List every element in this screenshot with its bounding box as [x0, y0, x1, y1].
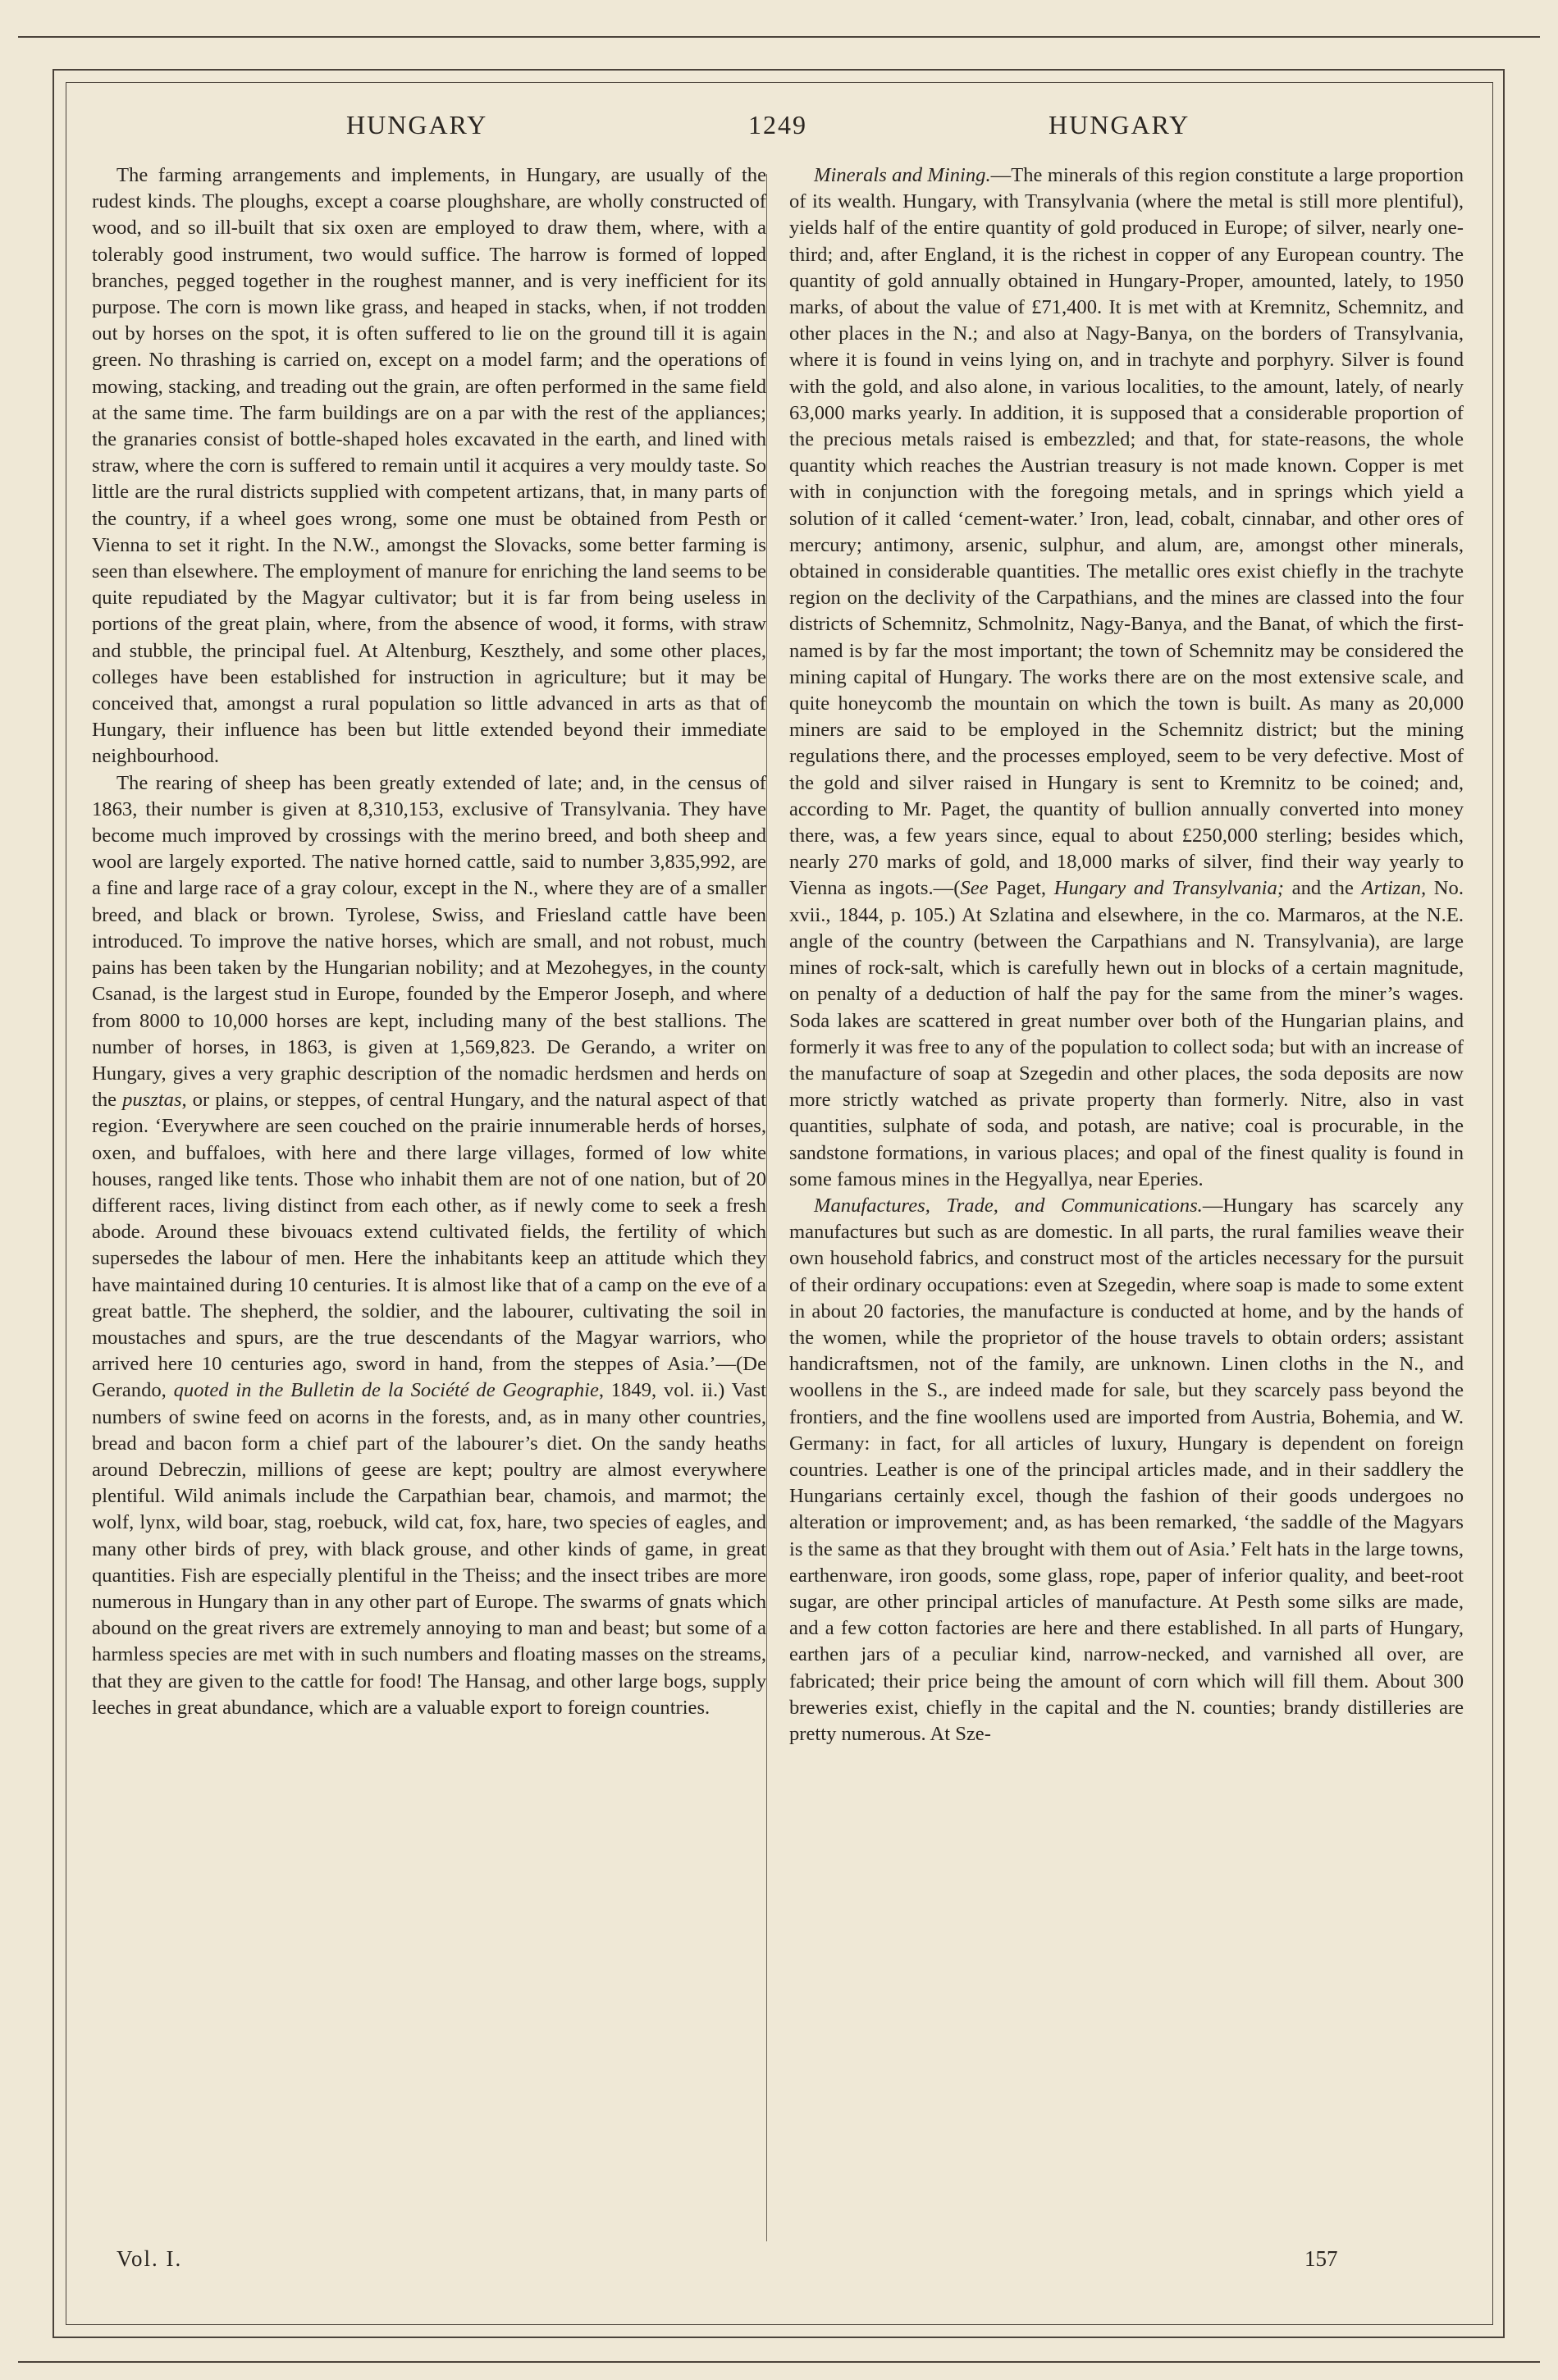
column-divider	[766, 174, 767, 2241]
paragraph-livestock: The rearing of sheep has been greatly extended of late; and, in the census of 1863, their number is given at 8,310,153, exclusive of Transylvania. They have become much improved by crossings with the merino breed, and both sheep and wool are largely exported. The native horned cattle, said to number 3,835,992, are a fine and large race of a gray colour, except in the N., where they are of a smaller breed, and black or brown. Tyrolese, Swiss, and Friesland cattle have been introduced. To improve the native horses, which are small, and not robust, much pains has been taken by the Hungarian nobility; and at Mezohegyes, in the county Csanad, is the largest stud in Europe, founded by the Emperor Joseph, and where from 8000 to 10,000 horses are kept, including many of the best stallions. The number of horses, in 1863, is given at 1,569,823. De Gerando, a writer on Hungary, gives a very graphic description of the nomadic herdsmen and herds on the pusztas, or plains, or steppes, of central Hungary, and the natural aspect of that region. ‘Everywhere are seen couched on the prairie innumerable herds of horses, oxen, and buffaloes, with here and there large villages, formed of low white houses, ranged like tents. Those who inhabit them are not of one nation, but of 20 different races, living distinct from each other, as if newly come to seek a fresh abode. Around these bivouacs extend cultivated fields, the fertility of which supersedes the labour of men. Here the inhabitants keep an attitude which they have maintained during 10 centuries. It is almost like that of a camp on the eve of a great battle. The shepherd, the soldier, and the labourer, cultivating the soil in moustaches and spurs, are the true descendants of the Magyar warriors, who arrived here 10 centuries ago, sword in hand, from the steppes of Asia.’—(De Gerando, quoted in the Bulletin de la Société de Geographie, 1849, vol. ii.) Vast numbers of swine feed on acorns in the forests, and, as in many other countries, bread and bacon form a chief part of the labourer’s diet. On the sandy heaths around Debreczin, millions of geese are kept; poultry are almost everywhere plentiful. Wild animals include the Carpathian bear, chamois, and marmot; the wolf, lynx, wild boar, stag, roebuck, wild cat, fox, hare, two species of eagles, and many other birds of prey, with black grouse, and other kinds of game, in great quantities. Fish are especially plentiful in the Theiss; and the insect tribes are more numerous in Hungary than in any other part of Europe. The swarms of gnats which abound on the great rivers are extremely annoying to man and beast; but some of a harmless species are met with in such numbers and floating masses on the streams, that they are given to the cattle for food! The Hansag, and other large bogs, supply leeches in great abundance, which are a valuable export to foreign countries.	[92, 771, 766, 1719]
paragraph-manufactures: Manufactures, Trade, and Communications.—Hungary has scarcely any manufactures but such as are domestic. In all parts, the rural families weave their own household fabrics, and construct most of the articles necessary for the pursuit of their ordinary occupations: even at Szegedin, where soap is made to some extent in about 20 factories, the manufacture is conducted at home, and by the hands of the women, while the proprietor of the house travels to obtain orders; assistant handicraftsmen, not of the family, are unknown. Linen cloths in the N., and woollens in the S., are indeed made for sale, but they scarcely pass beyond the frontiers, and the fine woollens used are imported from Austria, Bohemia, and W. Germany: in fact, for all articles of luxury, Hungary is dependent on foreign countries. Leather is one of the principal articles made, and in their saddlery the Hungarians certainly excel, though the fashion of their goods undergoes no alteration or improvement; and, as has been remarked, ‘the saddle of the Magyars is the same as that they brought with them out of Asia.’ Felt hats in the large towns, earthenware, iron goods, some glass, rope, paper of inferior quality, and beet-root sugar, are other principal articles of manufacture. At Pesth some silks are made, and a few cotton factories are here and there established. In all parts of Hungary, earthen jars of a peculiar kind, narrow-necked, and varnished all over, are fabricated; their price being the amount of corn which will fill them. About 300 breweries exist, chiefly in the capital and the N. counties; brandy distilleries are pretty numerous. At Sze-	[789, 1194, 1464, 1745]
running-header	[0, 110, 1558, 143]
section-heading-minerals: Minerals and Mining.	[814, 164, 991, 186]
left-column	[92, 162, 766, 1721]
italic-citation: quoted in the Bulletin de la Société de Geographie	[173, 1379, 599, 1402]
header-right-title: HUNGARY	[1049, 110, 1190, 139]
page-number: 1249	[748, 110, 807, 139]
italic-term: pusztas	[122, 1089, 182, 1112]
italic-citation: Hungary and Transylvania;	[1053, 877, 1284, 900]
paragraph-farming: The farming arrangements and implements, in Hungary, are usually of the rudest kinds. The ploughs, except a coarse ploughshare, are wholly constructed of wood, and so ill-built that six oxen are employed to draw them, where, with a tolerably good instrument, two would suffice. The harrow is formed of lopped branches, pegged together in the roughest manner, and is very inefficient for its purpose. The corn is mown like grass, and heaped in stacks, when, if not trodden out by horses on the spot, it is often suffered to lie on the ground till it is again green. No thrashing is carried on, except on a model farm; and the operations of mowing, stacking, and treading out the grain, are often performed in the same field at the same time. The farm buildings are on a par with the rest of the appliances; the granaries consist of bottle-shaped holes excavated in the earth, and lined with straw, where the corn is suffered to remain until it acquires a very mouldy taste. So little are the rural districts supplied with competent artizans, that, in many parts of the country, if a wheel goes wrong, some one must be obtained from Pesth or Vienna to set it right. In the N.W., amongst the Slovacks, some better farming is seen than elsewhere. The employment of manure for enriching the land seems to be quite repudiated by the Magyar cultivator; but it is far from being useless in portions of the great plain, where, from the absence of wood, it forms, with straw and stubble, the principal fuel. At Altenburg, Keszthely, and some other places, colleges have been established for instruction in agriculture; but it may be conceived that, amongst a rural population so little advanced in arts as that of Hungary, their influence has been but little extended beyond their immediate neighbourhood.	[92, 164, 766, 768]
volume-label: Vol. I.	[117, 2246, 183, 2271]
paragraph-minerals: Minerals and Mining.—The minerals of this region constitute a large proportion of its wealth. Hungary, with Transylvania (where the metal is still more plentiful), yields half of the entire quantity of gold produced in Europe; of silver, nearly one-third; and, after England, it is the richest in copper of any European country. The quantity of gold annually obtained in Hungary-Proper, amounted, lately, to 1950 marks, of about the value of £71,400. It is met with at Kremnitz, Schemnitz, and other places in the N.; and also at Nagy-Banya, on the borders of Transylvania, where it is found in veins lying on, and in trachyte and porphyry. Silver is found with the gold, and also alone, in various localities, to the amount, lately, of nearly 63,000 marks yearly. In addition, it is supposed that a considerable proportion of the precious metals raised is embezzled; and that, for state-reasons, the whole quantity which reaches the Austrian treasury is not made known. Copper is met with in conjunction with the foregoing metals, and in springs which yield a solution of it called ‘cement-water.’ Iron, lead, cobalt, cinnabar, and other ores of mercury; antimony, arsenic, sulphur, and alum, are, amongst other minerals, obtained in considerable quantities. The metallic ores exist chiefly in the trachyte region on the declivity of the Carpathians, and the mines are classed into the four districts of Schemnitz, Schmolnitz, Nagy-Banya, and the Banat, of which the first-named is by far the most important; the town of Schemnitz may be considered the mining capital of Hungary. The works there are on the most extensive scale, and quite honeycomb the mountain on which the town is built. As many as 20,000 miners are said to be employed in the Schemnitz district; but the mining regulations there, and the processes employed, seem to be very defective. Most of the gold and silver raised in Hungary is sent to Kremnitz to be coined; and, according to Mr. Paget, the quantity of bullion annually converted into money there, was, a few years since, equal to about £250,000 sterling; besides which, nearly 270 marks of gold, and 18,000 marks of silver, find their way yearly to Vienna as ingots.—(See Paget, Hungary and Transylvania; and the Artizan, No. xvii., 1844, p. 105.) At Szlatina and elsewhere, in the co. Marmaros, at the N.E. angle of the country (between the Carpathians and N. Transylvania), are large mines of rock-salt, which is carefully hewn out in blocks of a certain magnitude, on penalty of a deduction of half the pay for the same from the miner’s wages. Soda lakes are scattered in great number over both of the Hungarian plains, and formerly it was free to any of the population to collect soda; but with an increase of the manufacture of soap at Szegedin and other places, the soda deposits are now more strictly watched as private property than formerly. Nitre, also in vast quantities, sulphate of soda, and potash, are native; coal is procurable, in the sandstone formations, in various places; and opal of the finest quality is found in some famous mines in the Hegyallya, near Eperies.	[789, 164, 1464, 1190]
right-column	[789, 162, 1464, 1747]
bottom-rule	[18, 2361, 1540, 2363]
top-rule	[18, 36, 1540, 38]
header-left-title: HUNGARY	[346, 110, 488, 139]
section-heading-manufactures: Manufactures, Trade, and Communications.	[814, 1194, 1203, 1217]
italic-citation: Artizan,	[1361, 877, 1427, 900]
signature-mark: 157	[1304, 2246, 1338, 2271]
